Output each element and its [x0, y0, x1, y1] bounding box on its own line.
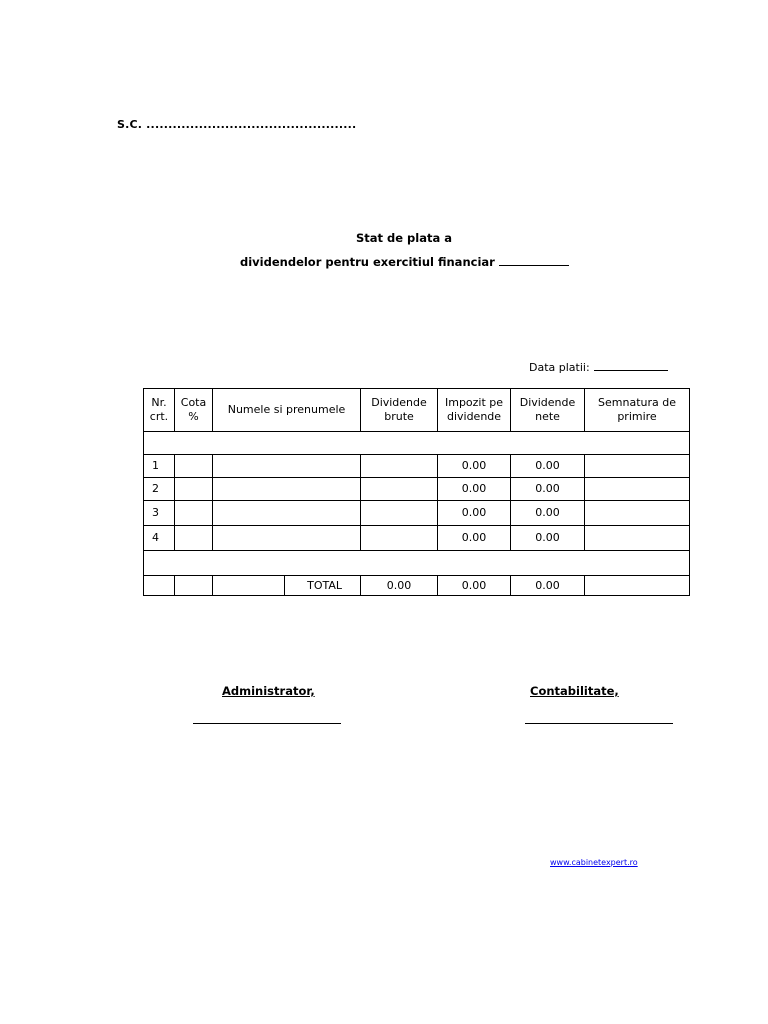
pay-date-blank: [594, 361, 668, 371]
cell-tax: 0.00: [438, 501, 511, 526]
table-header-row: [144, 389, 690, 432]
table-row: [144, 455, 690, 478]
total-net: 0.00: [511, 576, 585, 596]
cell-signature[interactable]: [585, 455, 690, 478]
cell-net: 0.00: [511, 526, 585, 551]
dividends-table: [143, 388, 690, 596]
cell-tax: 0.00: [438, 526, 511, 551]
table-row: [144, 478, 690, 501]
total-empty-signature: [585, 576, 690, 596]
cell-nr: 2: [144, 478, 175, 501]
cell-nr: 1: [144, 455, 175, 478]
cell-cota[interactable]: [175, 478, 213, 501]
header-name: Numele si prenumele: [213, 389, 361, 432]
cell-cota[interactable]: [175, 501, 213, 526]
total-gross: 0.00: [361, 576, 438, 596]
cell-signature[interactable]: [585, 478, 690, 501]
spacer-cell: [144, 432, 690, 455]
cell-signature[interactable]: [585, 501, 690, 526]
cell-gross[interactable]: [361, 501, 438, 526]
accounting-label: Contabilitate,: [530, 684, 619, 698]
total-tax: 0.00: [438, 576, 511, 596]
cell-name[interactable]: [213, 478, 361, 501]
spacer-cell: [144, 551, 690, 576]
total-empty-nr: [144, 576, 175, 596]
table-row: [144, 501, 690, 526]
pay-date-label: Data platii:: [529, 361, 590, 374]
subtitle-text: dividendelor pentru exercitiul financiar: [240, 255, 495, 269]
cell-nr: 3: [144, 501, 175, 526]
cell-net: 0.00: [511, 455, 585, 478]
fiscal-year-blank: [499, 256, 569, 266]
administrator-label: Administrator,: [222, 684, 315, 698]
accounting-signature-line: [525, 723, 673, 724]
cell-name[interactable]: [213, 501, 361, 526]
cell-name[interactable]: [213, 455, 361, 478]
cell-name[interactable]: [213, 526, 361, 551]
cell-tax: 0.00: [438, 478, 511, 501]
header-tax: Impozit pe dividende: [438, 389, 511, 432]
cell-nr: 4: [144, 526, 175, 551]
table-row: [144, 526, 690, 551]
cell-cota[interactable]: [175, 455, 213, 478]
company-name: S.C. ................................................: [117, 118, 357, 131]
cell-net: 0.00: [511, 478, 585, 501]
document-title: Stat de plata a: [355, 231, 453, 245]
document-subtitle: [240, 255, 569, 269]
table-spacer-row: [144, 432, 690, 455]
cell-signature[interactable]: [585, 526, 690, 551]
cell-gross[interactable]: [361, 526, 438, 551]
website-link[interactable]: www.cabinetexpert.ro: [550, 858, 638, 867]
header-signature: Semnatura de primire: [585, 389, 690, 432]
total-label: TOTAL: [285, 576, 361, 596]
pay-date: [529, 361, 668, 374]
table-total-row: [144, 576, 690, 596]
header-gross: Dividende brute: [361, 389, 438, 432]
cell-gross[interactable]: [361, 455, 438, 478]
cell-net: 0.00: [511, 501, 585, 526]
header-cota: Cota %: [175, 389, 213, 432]
total-empty-name: [213, 576, 285, 596]
table-spacer-row: [144, 551, 690, 576]
cell-gross[interactable]: [361, 478, 438, 501]
administrator-signature-line: [193, 723, 341, 724]
cell-tax: 0.00: [438, 455, 511, 478]
total-empty-cota: [175, 576, 213, 596]
header-nr: Nr. crt.: [144, 389, 175, 432]
header-net: Dividende nete: [511, 389, 585, 432]
cell-cota[interactable]: [175, 526, 213, 551]
